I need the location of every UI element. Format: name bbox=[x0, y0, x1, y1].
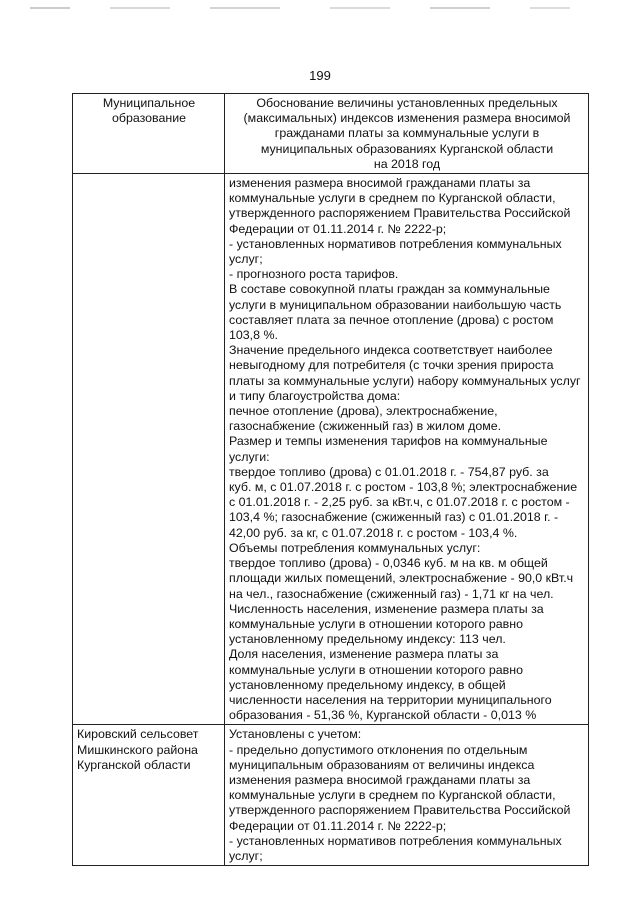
justification-line: куб. м, с 01.07.2018 г. с ростом - 103,8 %; электроснабжение bbox=[229, 480, 578, 495]
justification-line: 42,00 руб. за кг, с 01.07.2018 г. с ростом - 103,4 %. bbox=[229, 525, 518, 540]
justification-line: установленному предельному индексу, в общей bbox=[229, 677, 506, 692]
justification-line: В составе совокупной платы граждан за коммунальные bbox=[229, 282, 550, 297]
header-line: муниципальных образованиях Курганской области bbox=[260, 141, 554, 156]
header-line: гражданами платы за коммунальные услуги в bbox=[274, 126, 540, 141]
justification-line: печное отопление (дрова), электроснабжение, bbox=[229, 404, 498, 419]
tariff-justification-table bbox=[72, 93, 589, 866]
table-header-row bbox=[73, 94, 589, 174]
justification-line: изменения размера вносимой гражданами платы за bbox=[229, 772, 531, 787]
justification-cell bbox=[225, 725, 589, 866]
header-justification bbox=[225, 94, 589, 174]
justification-line: коммунальные услуги в отношении которого равно bbox=[229, 616, 523, 631]
justification-line: - установленных нормативов потребления коммунальных bbox=[229, 236, 562, 251]
header-line: Обоснование величины установленных предельных bbox=[256, 96, 558, 110]
justification-line: Федерации от 01.11.2014 г. № 2222-р; bbox=[229, 221, 447, 236]
justification-line: образования - 51,36 %, Курганской области - 0,013 % bbox=[229, 708, 537, 723]
justification-line: платы за коммунальные услуги) набору коммунальных услуг bbox=[229, 373, 581, 388]
justification-line: услуги в муниципальном образовании наибольшую часть bbox=[229, 297, 562, 312]
justification-line: муниципальным образованиям от величины индекса bbox=[229, 757, 535, 772]
header-line: на 2018 год bbox=[373, 156, 441, 171]
justification-line: 103,4 %; газоснабжение (сжиженный газ) с 01.01.2018 г. - bbox=[229, 510, 559, 525]
justification-line: коммунальные услуги в среднем по Курганской области, bbox=[229, 788, 556, 803]
justification-line: - предельно допустимого отклонения по отдельным bbox=[229, 742, 528, 757]
justification-line: Значение предельного индекса соответствует наиболее bbox=[229, 343, 553, 358]
justification-line: изменения размера вносимой гражданами платы за bbox=[229, 176, 531, 191]
justification-line: Установлены с учетом: bbox=[229, 727, 362, 742]
justification-cell bbox=[225, 174, 589, 725]
justification-line: - установленных нормативов потребления коммунальных bbox=[229, 833, 562, 848]
page-number: 199 bbox=[309, 68, 331, 83]
justification-line: с 01.01.2018 г. - 2,25 руб. за кВт.ч, с 01.07.2018 г. с ростом - bbox=[229, 495, 570, 510]
justification-line: утвержденного распоряжением Правительства Российской bbox=[229, 803, 571, 818]
header-line: (максимальных) индексов изменения размера вносимой bbox=[243, 111, 571, 126]
justification-line: услуг; bbox=[229, 848, 263, 863]
table-row bbox=[73, 174, 589, 725]
justification-line: площади жилых помещений, электроснабжение - 90,0 кВт.ч bbox=[229, 571, 574, 586]
justification-line: на чел., газоснабжение (сжиженный газ) - 1,71 кг на чел. bbox=[229, 586, 554, 601]
justification-line: невыгодному для потребителя (с точки зрения прироста bbox=[229, 358, 554, 373]
table-row bbox=[73, 725, 589, 866]
justification-line: коммунальные услуги в отношении которого равно bbox=[229, 662, 523, 677]
justification-line: установленному предельному индексу: 113 чел. bbox=[229, 632, 506, 647]
justification-line: коммунальные услуги в среднем по Курганской области, bbox=[229, 191, 556, 206]
municipality-cell bbox=[73, 174, 225, 725]
justification-line: твердое топливо (дрова) с 01.01.2018 г. - 754,87 руб. за bbox=[229, 464, 549, 479]
justification-line: твердое топливо (дрова) - 0,0346 куб. м на кв. м общей bbox=[229, 556, 548, 571]
justification-line: - прогнозного роста тарифов. bbox=[229, 267, 399, 282]
justification-line: Размер и темпы изменения тарифов на коммунальные bbox=[229, 434, 548, 449]
justification-line: Федерации от 01.11.2014 г. № 2222-р; bbox=[229, 818, 447, 833]
justification-line: Объемы потребления коммунальных услуг: bbox=[229, 540, 481, 555]
justification-line: утвержденного распоряжением Правительства Российской bbox=[229, 206, 571, 221]
justification-line: 103,8 %. bbox=[229, 328, 278, 343]
justification-line: составляет плата за печное отопление (дрова) с ростом bbox=[229, 312, 554, 327]
justification-line: газоснабжение (сжиженный газ) в жилом доме. bbox=[229, 419, 502, 434]
justification-line: Численность населения, изменение размера платы за bbox=[229, 601, 544, 616]
justification-line: Доля населения, изменение размера платы за bbox=[229, 647, 499, 662]
justification-line: услуги: bbox=[229, 449, 270, 464]
justification-line: и типу благоустройства дома: bbox=[229, 388, 401, 403]
header-municipality-text: Муниципальное образование bbox=[102, 96, 196, 126]
municipality-cell: Кировский сельсовет Мишкинского района Курганской области bbox=[73, 725, 225, 866]
justification-line: численности населения на территории муниципального bbox=[229, 692, 552, 707]
justification-line: услуг; bbox=[229, 252, 263, 267]
scan-artifact-top bbox=[30, 4, 590, 12]
header-municipality bbox=[73, 94, 225, 174]
